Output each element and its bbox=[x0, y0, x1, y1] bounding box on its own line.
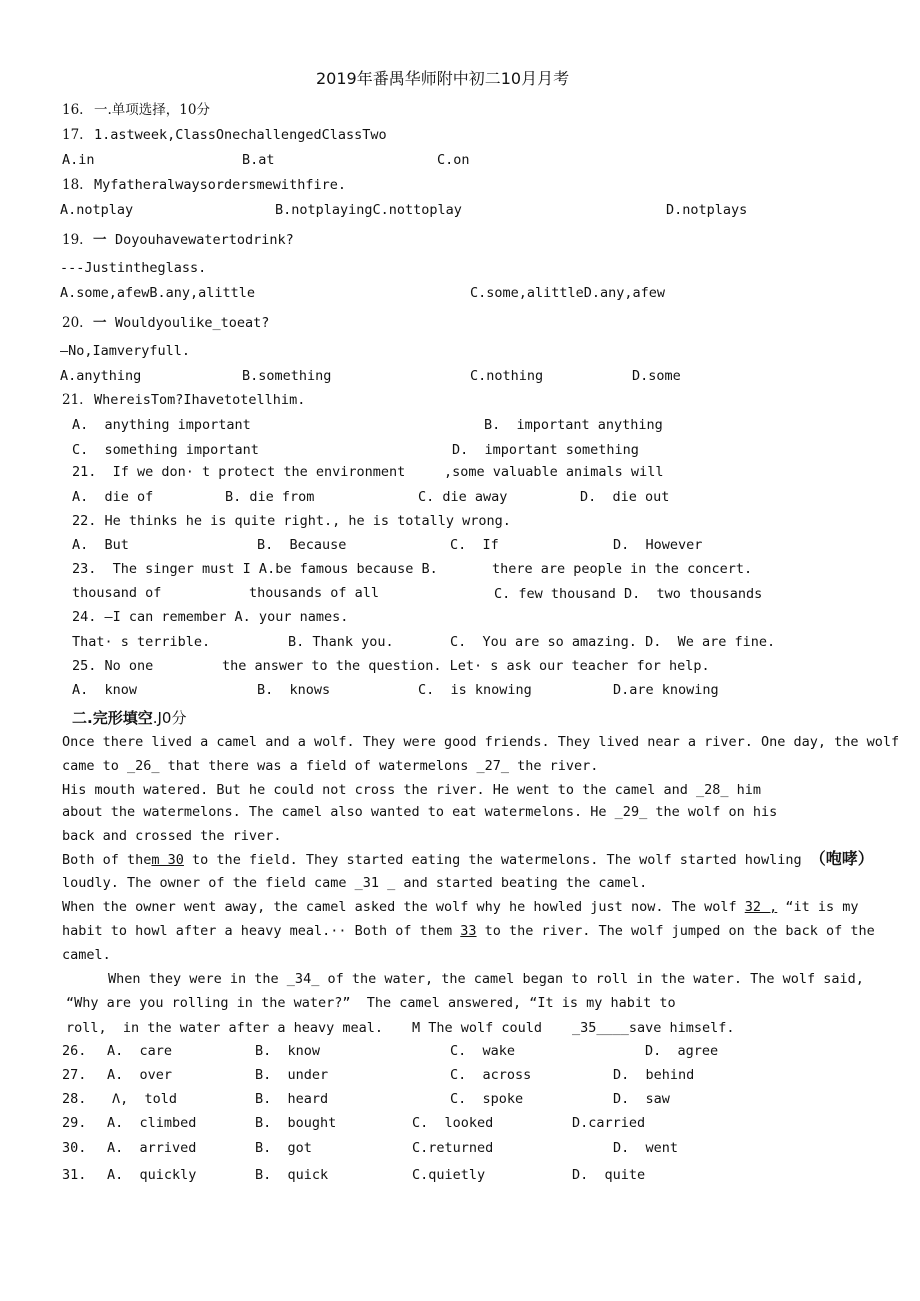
passage-line: camel. bbox=[62, 947, 111, 963]
option-d: D.notplays bbox=[666, 202, 748, 218]
option-c: C.quietly bbox=[412, 1167, 486, 1183]
option-a: A. know bbox=[72, 682, 138, 698]
passage-line: When they were in the _34_ of the water, the camel began to roll in the water. The wolf said, bbox=[108, 971, 864, 987]
section2-heading-title: 二.完形填空 bbox=[72, 709, 153, 727]
passage-line: came to _26_ that there was a field of watermelons _27_ the river. bbox=[62, 758, 599, 774]
question-number: 17. bbox=[62, 127, 84, 143]
option-a: A. over bbox=[107, 1067, 173, 1083]
question-number: 20. bbox=[62, 315, 84, 331]
option-d: D. agree bbox=[645, 1043, 719, 1059]
question-text: 21. If we don· t protect the environment bbox=[72, 464, 406, 480]
option-b: B. knows bbox=[257, 682, 331, 698]
option-c: C. die away bbox=[418, 489, 508, 505]
option-c: C. looked bbox=[412, 1115, 494, 1131]
passage-line: loudly. The owner of the field came _31 _ and started beating the camel. bbox=[62, 875, 648, 891]
option-b: B. heard bbox=[255, 1091, 329, 1107]
passage-line: back and crossed the river. bbox=[62, 828, 282, 844]
question-number: 26. bbox=[62, 1043, 87, 1059]
option-d: D.are knowing bbox=[613, 682, 719, 698]
option-d: D. went bbox=[613, 1140, 679, 1156]
question-text-cont: there are people in the concert. bbox=[492, 561, 753, 577]
question-number: 19. bbox=[62, 232, 84, 248]
dash-mark: 一 bbox=[93, 315, 107, 331]
option-a: A. arrived bbox=[107, 1140, 197, 1156]
passage-line bbox=[62, 922, 875, 940]
option-a: A.anything bbox=[60, 368, 142, 384]
dash-mark: 一 bbox=[93, 232, 107, 248]
blank-33: 33 bbox=[460, 923, 477, 939]
question-number: 30. bbox=[62, 1140, 87, 1156]
question-text: WhereisTom?Ihavetotellhim. bbox=[94, 392, 306, 408]
passage-line: roll, in the water after a heavy meal. bbox=[66, 1020, 383, 1036]
option-b: B. Thank you. bbox=[288, 634, 394, 650]
option-a: That· s terrible. bbox=[72, 634, 211, 650]
option-cd: C. few thousand D. two thousands bbox=[494, 586, 763, 602]
option-d: D.carried bbox=[572, 1115, 646, 1131]
option-c: C. If bbox=[450, 537, 499, 553]
option-a: A. care bbox=[107, 1043, 173, 1059]
passage-line bbox=[62, 898, 859, 916]
option-d: D. saw bbox=[613, 1091, 670, 1107]
option-cd: C. You are so amazing. D. We are fine. bbox=[450, 634, 776, 650]
page-title: 2019年番禺华师附中初二10月月考 bbox=[316, 69, 570, 88]
question-text-cont: ,some valuable animals will bbox=[444, 464, 664, 480]
option-a: thousand of bbox=[72, 585, 162, 601]
question-text-cont: the answer to the question. Let· s ask our teacher for help. bbox=[222, 658, 710, 674]
option-b: B. know bbox=[255, 1043, 321, 1059]
question-text: Myfatheralwaysordersmewithfire. bbox=[94, 177, 346, 193]
passage-fragment: When the owner went away, the camel asked the wolf why he howled just now. The wolf bbox=[62, 899, 745, 915]
reply-text: ---Justintheglass. bbox=[60, 260, 207, 276]
option-c: C. something important bbox=[72, 442, 259, 458]
question-number: 21. bbox=[62, 392, 84, 408]
option-b: B. die from bbox=[225, 489, 315, 505]
option-a: A. climbed bbox=[107, 1115, 197, 1131]
question-number: 27. bbox=[62, 1067, 87, 1083]
option-d: D. important something bbox=[452, 442, 639, 458]
option-cd: C.some,alittleD.any,afew bbox=[470, 285, 666, 301]
option-a: A. quickly bbox=[107, 1167, 197, 1183]
option-c: C.returned bbox=[412, 1140, 494, 1156]
passage-fragment: Both of the bbox=[62, 852, 152, 868]
passage-line: His mouth watered. But he could not cross the river. He went to the camel and _28_ him bbox=[62, 782, 761, 798]
passage-fragment: _35____save himself. bbox=[572, 1020, 735, 1036]
question-text: 23. The singer must I A.be famous because B. bbox=[72, 561, 438, 577]
passage-fragment: to the river. The wolf jumped on the back of the bbox=[476, 923, 875, 939]
option-b: B. quick bbox=[255, 1167, 329, 1183]
question-number: 18. bbox=[62, 177, 84, 193]
blank-30: m 30 bbox=[151, 852, 184, 868]
blank-32: 32 , bbox=[744, 899, 778, 915]
option-b: thousands of all bbox=[249, 585, 380, 601]
passage-line: about the watermelons. The camel also wanted to eat watermelons. He _29_ the wolf on his bbox=[62, 804, 778, 820]
option-b: B. got bbox=[255, 1140, 312, 1156]
option-d: D.some bbox=[632, 368, 681, 384]
option-c: C. across bbox=[450, 1067, 532, 1083]
option-d: D. behind bbox=[613, 1067, 695, 1083]
question-text: Wouldyoulike_toeat? bbox=[115, 315, 270, 331]
option-a: A.in bbox=[62, 152, 95, 168]
option-c: C. is knowing bbox=[418, 682, 532, 698]
option-b: B. under bbox=[255, 1067, 329, 1083]
option-a: A. anything important bbox=[72, 417, 251, 433]
option-a: A.notplay bbox=[60, 202, 134, 218]
passage-fragment: “it is my bbox=[777, 899, 859, 915]
option-c: C.nothing bbox=[470, 368, 544, 384]
option-b: B. Because bbox=[257, 537, 347, 553]
option-b: B.at bbox=[242, 152, 275, 168]
option-b: B. bought bbox=[255, 1115, 337, 1131]
reply-text: —No,Iamveryfull. bbox=[60, 343, 191, 359]
option-d: D. However bbox=[613, 537, 703, 553]
option-d: D. quite bbox=[572, 1167, 646, 1183]
option-c: C. wake bbox=[450, 1043, 516, 1059]
question-text: 1.astweek,ClassOnechallengedClassTwo bbox=[94, 127, 387, 143]
option-bc: B.notplayingC.nottoplay bbox=[275, 202, 462, 218]
question-text: 24. —I can remember A. your names. bbox=[72, 609, 349, 625]
passage-fragment: habit to howl after a heavy meal.·· Both of them bbox=[62, 923, 461, 939]
question-text: 22. He thinks he is quite right., he is totally wrong. bbox=[72, 513, 511, 529]
option-d: D. die out bbox=[580, 489, 670, 505]
question-number: 31. bbox=[62, 1167, 87, 1183]
passage-fragment: M The wolf could bbox=[412, 1020, 543, 1036]
question-text: Doyouhavewatertodrink? bbox=[115, 232, 294, 248]
question-text: 25. No one bbox=[72, 658, 154, 674]
question-number: 29. bbox=[62, 1115, 87, 1131]
section2-heading-score: .J0分 bbox=[152, 709, 187, 727]
option-a: A. But bbox=[72, 537, 129, 553]
passage-line: “Why are you rolling in the water?” The camel answered, “It is my habit to bbox=[66, 995, 676, 1011]
passage-fragment: to the field. They started eating the watermelons. The wolf started howling bbox=[183, 852, 810, 868]
chinese-gloss: （咆哮） bbox=[809, 849, 874, 868]
option-b: B. important anything bbox=[484, 417, 663, 433]
passage-line: Once there lived a camel and a wolf. They were good friends. They lived near a river. One day, the wolf bbox=[62, 734, 900, 750]
question-number: 28. bbox=[62, 1091, 87, 1107]
option-b: B.something bbox=[242, 368, 332, 384]
passage-line bbox=[62, 850, 874, 869]
option-c: C. spoke bbox=[450, 1091, 524, 1107]
heading-number: 16. bbox=[62, 102, 84, 118]
section-heading: 一.单项选择，10分 bbox=[94, 102, 210, 118]
option-c: C.on bbox=[437, 152, 470, 168]
section2-heading bbox=[72, 709, 186, 727]
option-ab: A.some,afewB.any,alittle bbox=[60, 285, 256, 301]
option-a: Λ, told bbox=[112, 1091, 178, 1107]
option-a: A. die of bbox=[72, 489, 154, 505]
